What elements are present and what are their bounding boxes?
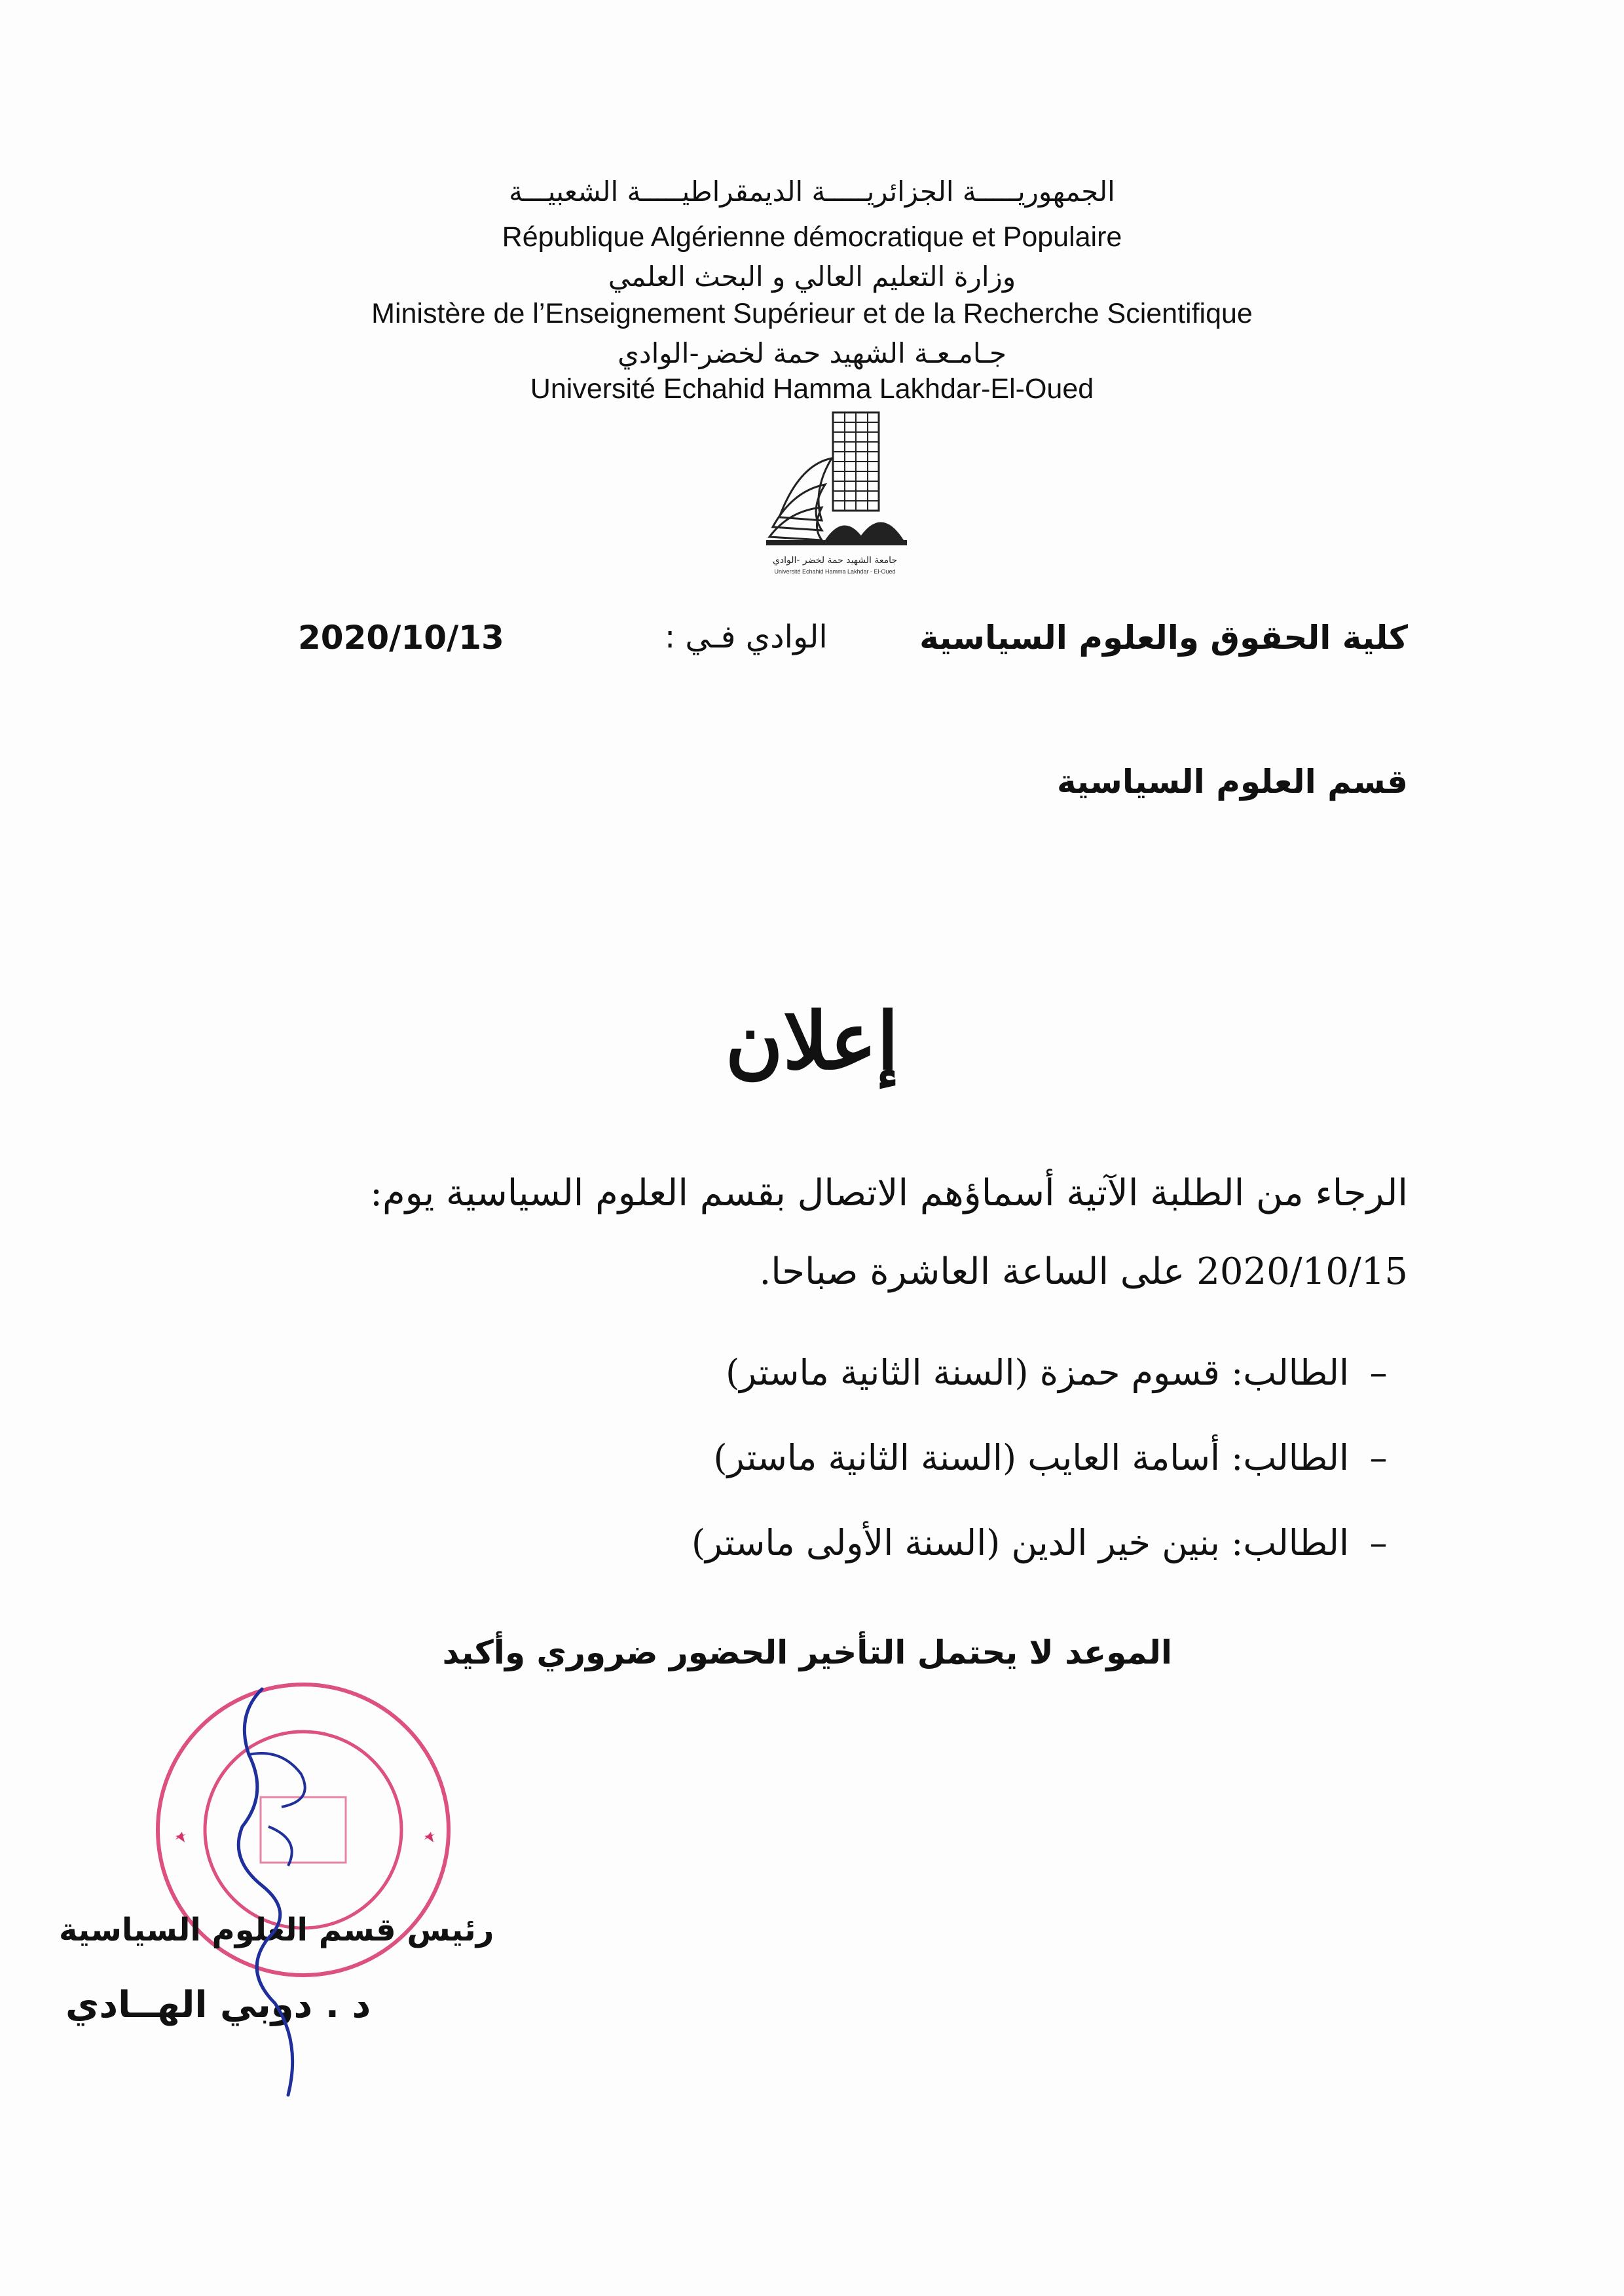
university-ar: جـامـعـة الشهيد حمة لخضر-الوادي: [618, 337, 1006, 369]
logo-caption-ar: جامعة الشهيد حمة لخضر -الوادي: [772, 555, 898, 566]
student-text: الطالب: بنين خير الدين (السنة الأولى ماستر): [691, 1522, 1349, 1563]
list-item: [714, 1437, 1409, 1478]
republic-ar: الجمهوريـــــة الجزائريـــــة الديمقراطيـــــة الشعبيـــة: [509, 175, 1115, 208]
announcement-title: إعلان: [725, 995, 899, 1087]
faculty-name: كلية الحقوق والعلوم السياسية: [919, 619, 1408, 657]
logo-caption-fr: Université Echahid Hamma Lakhdar - El-Oued: [774, 568, 896, 575]
signatory-role: رئيس قسم العلوم السياسية: [59, 1912, 494, 1948]
university-fr: Université Echahid Hamma Lakhdar-El-Oued: [530, 373, 1094, 405]
department-name: قسم العلوم السياسية: [1056, 763, 1408, 801]
ministry-ar: وزارة التعليم العالي و البحث العلمي: [608, 261, 1016, 293]
body-line-2: 2020/10/15 على الساعة العاشرة صباحا.: [759, 1250, 1408, 1293]
body-line-1: الرجاء من الطلبة الآتية أسماؤهم الاتصال بقسم العلوم السياسية يوم:: [370, 1172, 1408, 1214]
notice-text: الموعد لا يحتمل التأخير الحضور ضروري وأكيد: [442, 1633, 1172, 1671]
list-dash: –: [1369, 1352, 1388, 1393]
date-label: الوادي فـي :: [665, 619, 828, 655]
list-dash: –: [1369, 1437, 1388, 1478]
student-text: الطالب: أسامة العايب (السنة الثانية ماستر): [713, 1437, 1349, 1478]
list-item: [692, 1522, 1408, 1563]
list-dash: –: [1369, 1522, 1388, 1563]
handwritten-signature: [223, 1676, 334, 2102]
student-text: الطالب: قسوم حمزة (السنة الثانية ماستر): [726, 1352, 1349, 1393]
ministry-fr: Ministère de l’Enseignement Supérieur et de la Recherche Scientifique: [371, 298, 1253, 329]
date-value: 2020/10/13: [298, 619, 504, 657]
republic-fr: République Algérienne démocratique et Populaire: [502, 221, 1122, 253]
signatory-name: د . دوبي الهــادي: [65, 1984, 371, 2026]
list-item: [726, 1352, 1408, 1393]
university-logo: [760, 406, 917, 576]
